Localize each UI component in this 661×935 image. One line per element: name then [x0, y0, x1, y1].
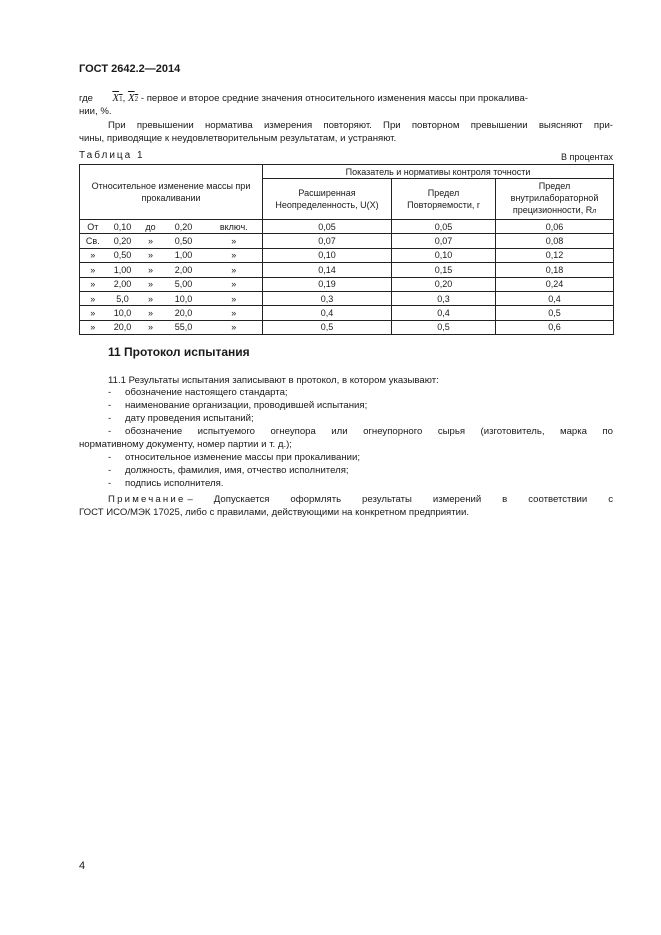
list-dash: -: [108, 387, 112, 398]
range-to-word: »: [140, 291, 162, 305]
paragraph-line-1: При превышении норматива измерения повторяют. При повторном превышении выясняют при-: [108, 120, 613, 131]
range-to: 1,00: [162, 248, 206, 262]
range-suffix: »: [206, 291, 263, 305]
section-title: 11 Протокол испытания: [108, 345, 250, 359]
table-row: [80, 291, 614, 305]
list-dash: -: [108, 426, 112, 437]
range-prefix: »: [80, 277, 106, 291]
uncertainty-value: 0,5: [263, 320, 392, 334]
group-header: Показатель и нормативы контроля точности: [263, 165, 614, 179]
range-to: 0,20: [162, 220, 206, 234]
precision-table: [79, 164, 614, 335]
col2-header: Предел Повторяемости, r: [392, 179, 496, 220]
range-to-word: »: [140, 306, 162, 320]
precision-value: 0,12: [496, 248, 614, 262]
list-item: обозначение настоящего стандарта;: [125, 387, 288, 398]
precision-value: 0,18: [496, 263, 614, 277]
precision-value: 0,6: [496, 320, 614, 334]
list-item: дату проведения испытаний;: [125, 413, 254, 424]
note-text-1: – Допускается оформлять результаты измерений в соответствии с: [187, 494, 613, 505]
protocol-intro: 11.1 Результаты испытания записывают в протокол, в котором указывают:: [108, 375, 439, 386]
col1-header: Расширенная Неопределенность, U(X): [263, 179, 392, 220]
range-suffix: »: [206, 263, 263, 277]
table-row: [80, 320, 614, 334]
uncertainty-value: 0,3: [263, 291, 392, 305]
x1-symbol: X1: [112, 92, 123, 104]
col3-header: Предел внутрилабораторной прецизионности, Rл: [496, 179, 614, 220]
range-from: 0,50: [106, 248, 140, 262]
list-item: обозначение испытуемого огнеупора или огнеупорного сырья (изготовитель, марка по: [125, 426, 613, 437]
precision-value: 0,08: [496, 234, 614, 248]
range-from: 0,10: [106, 220, 140, 234]
uncertainty-value: 0,14: [263, 263, 392, 277]
uncertainty-value: 0,4: [263, 306, 392, 320]
range-to-word: »: [140, 277, 162, 291]
range-to-word: »: [140, 263, 162, 277]
range-suffix: »: [206, 234, 263, 248]
repeatability-value: 0,5: [392, 320, 496, 334]
list-item: должность, фамилия, имя, отчество исполнителя;: [125, 465, 349, 476]
where-line: где X1, X2 - первое и второе средние значения относительного изменения массы при прокалива-: [79, 92, 528, 104]
range-prefix: »: [80, 248, 106, 262]
table-body: [80, 220, 614, 335]
col0-header: Относительное изменение массы при прокаливании: [80, 165, 263, 220]
note-line-2: ГОСТ ИСО/МЭК 17025, либо с правилами, действующими на конкретном предприятии.: [79, 507, 470, 518]
table-caption: Таблица 1: [79, 150, 145, 161]
list-item: нормативному документу, номер партии и т. д.);: [79, 439, 292, 450]
precision-value: 0,4: [496, 291, 614, 305]
range-to: 2,00: [162, 263, 206, 277]
range-to: 55,0: [162, 320, 206, 334]
table-row: [80, 220, 614, 234]
range-prefix: От: [80, 220, 106, 234]
table-row: [80, 277, 614, 291]
uncertainty-value: 0,07: [263, 234, 392, 248]
table-row: [80, 263, 614, 277]
range-from: 1,00: [106, 263, 140, 277]
range-from: 0,20: [106, 234, 140, 248]
list-dash: -: [108, 452, 112, 463]
list-item: наименование организации, проводившей испытания;: [125, 400, 368, 411]
range-suffix: »: [206, 248, 263, 262]
range-suffix: »: [206, 277, 263, 291]
range-to-word: »: [140, 320, 162, 334]
range-suffix: »: [206, 320, 263, 334]
table-row: [80, 248, 614, 262]
list-dash: -: [108, 413, 112, 424]
range-from: 10,0: [106, 306, 140, 320]
paragraph-line-2: чины, приводящие к неудовлетворительным результатам, и устраняют.: [79, 133, 397, 144]
repeatability-value: 0,07: [392, 234, 496, 248]
table-row: [80, 306, 614, 320]
range-from: 20,0: [106, 320, 140, 334]
precision-value: 0,24: [496, 277, 614, 291]
range-to: 0,50: [162, 234, 206, 248]
where-word: где: [79, 93, 94, 104]
range-to-word: »: [140, 248, 162, 262]
range-suffix: »: [206, 306, 263, 320]
list-dash: -: [108, 465, 112, 476]
table-row: [80, 234, 614, 248]
list-item: подпись исполнителя.: [125, 478, 224, 489]
range-from: 5,0: [106, 291, 140, 305]
repeatability-value: 0,15: [392, 263, 496, 277]
range-suffix: включ.: [206, 220, 263, 234]
range-prefix: Св.: [80, 234, 106, 248]
range-to: 20,0: [162, 306, 206, 320]
repeatability-value: 0,10: [392, 248, 496, 262]
note-label: Примечание: [108, 494, 186, 505]
list-item: относительное изменение массы при прокаливании;: [125, 452, 361, 463]
precision-value: 0,5: [496, 306, 614, 320]
range-prefix: »: [80, 291, 106, 305]
repeatability-value: 0,20: [392, 277, 496, 291]
range-from: 2,00: [106, 277, 140, 291]
range-to: 10,0: [162, 291, 206, 305]
x2-symbol: X2: [127, 92, 139, 104]
uncertainty-value: 0,10: [263, 248, 392, 262]
range-to-word: »: [140, 234, 162, 248]
list-dash: -: [108, 400, 112, 411]
note-line-1: [108, 493, 613, 506]
uncertainty-value: 0,19: [263, 277, 392, 291]
repeatability-value: 0,3: [392, 291, 496, 305]
range-to-word: до: [140, 220, 162, 234]
range-to: 5,00: [162, 277, 206, 291]
where-text-1: - первое и второе средние значения относительного изменения массы при прокалива-: [140, 93, 528, 104]
range-prefix: »: [80, 320, 106, 334]
range-prefix: »: [80, 306, 106, 320]
repeatability-value: 0,4: [392, 306, 496, 320]
where-text-2: нии, %.: [79, 106, 112, 117]
table-units: В процентах: [561, 152, 613, 162]
precision-value: 0,06: [496, 220, 614, 234]
document-header: ГОСТ 2642.2—2014: [79, 63, 181, 75]
list-dash: -: [108, 478, 112, 489]
repeatability-value: 0,05: [392, 220, 496, 234]
page-number: 4: [79, 860, 86, 872]
uncertainty-value: 0,05: [263, 220, 392, 234]
range-prefix: »: [80, 263, 106, 277]
